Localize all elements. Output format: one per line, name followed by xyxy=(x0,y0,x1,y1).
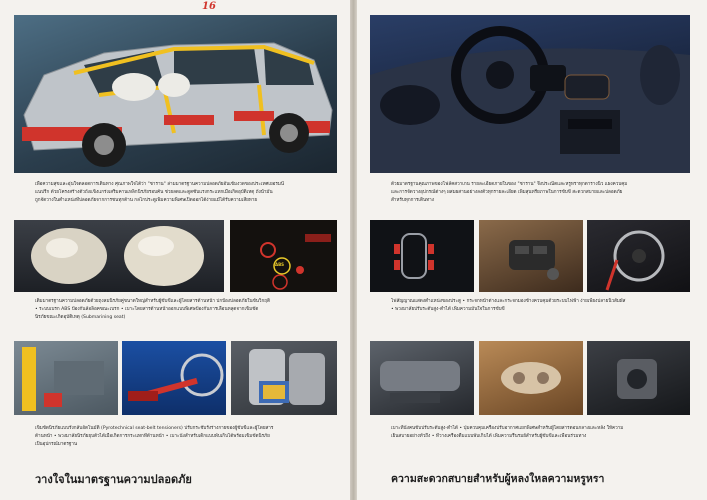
text-line: สำหรับทุกการเดินทาง xyxy=(391,198,434,203)
comfort-paragraph xyxy=(391,425,691,441)
text-line: นิรภัยขณะเกิดอุบัติเหตุ (Submarining seat) xyxy=(35,315,126,320)
text-line: และการจัดวางอุปกรณ์ต่างๆ ผสมผสานอย่างลงตัวทุกรายละเอียด เพิ่มสุนทรียภาพในการขับขี่ สะดวกสบายและปลอดภัย xyxy=(391,190,623,195)
text-line: • พวงมาลัยปรับระดับสูง-ต่ำได้ เพิ่มความมั่นใจในการขับขี่ xyxy=(391,307,505,312)
controls-paragraph xyxy=(391,298,691,314)
airbags-photo xyxy=(14,220,224,292)
text-line: แนปรีก ด้วยโครงสร้างตัวถังแข็งแกร่งเสริมคานเหล็กนิรภัยรอบคัน ช่วยลดและดูดซับแรงกระแทกเมื่อเกิดอุบัติเหตุ ถังน้ำมัน xyxy=(35,190,273,195)
door-indicator-photo xyxy=(370,220,474,292)
steering-wheel-collapse-photo xyxy=(122,341,226,415)
text-line: ด้านหน้า • พวงมาลัยนิรภัยยุบตัวได้เมื่อเกิดการกระแทกที่ด้านหน้า • เบาะนั่งสำหรับเด็กแบบพับเก็บได้พร้อมเข็มขัดนิรภัย xyxy=(35,434,270,439)
dashboard-interior-photo xyxy=(370,15,690,173)
text-line: เพื่อความสุขและอุ่นใจตลอดการเดินทาง ศุณภาพใจได้ว่า "ชาราน" ล่ามมาตรฐานความปลอดภัยอันเข้มงวดของประเทศเยอรมนี xyxy=(35,182,285,187)
text-line: ด้วยมาตรฐานคุณภาพของโฟล์คสวาเกน รายละเอียดภายในของ "ชาราน" จึงประณีตและหรูหราทุกตารางนิ้ว แผงควบคุม xyxy=(391,182,628,187)
text-line: • ระบบเบรก ABS ป้องกันล้อล็อคขณะเบรก • เบาะโดยสารด้านหน้าออกแบบพิเศษป้องกันการเลื่อนหลุดจากเข็มขัด xyxy=(35,307,259,312)
abs-warning-light-photo xyxy=(230,220,337,292)
text-line: ถูกจัดวางในตำแหน่งที่ปลอดภัยจากการชนทุกด้าน กลไกประตูเพิ่มความพิเศษเปิดออกได้ง่ายแม้ได้รับความเสียหาย xyxy=(35,198,258,203)
power-window-switch-photo xyxy=(479,220,583,292)
adjustable-steering-photo xyxy=(587,220,690,292)
left-page xyxy=(0,0,350,500)
cup-holder-photo xyxy=(587,341,690,415)
text-line: เบาะที่นั่งคนขับปรับระดับสูง-ต่ำได้ • ปุ่มควบคุมเครื่องปรับอากาศแยกพิเศษสำหรับผู้โดยสารตอนกลางและหลัง ให้ความ xyxy=(391,426,624,431)
safety-intro-paragraph xyxy=(35,181,335,205)
text-line: เข็มขัดนิรภัยแบบรั้งกลับอัตโนมัติ (Pyrotechnical seat-belt tensioners) ปรับกระชับรั้งร่างกายของผู้ขับขี่และผู้โดยสาร xyxy=(35,426,274,431)
text-line: ไฟสัญญาณแสดงตำแหน่งของประตู • กระจกหน้าต่างและกระจกมองข้างควบคุมด้วยระบบไฟฟ้า ง่ายเพียงปลายนิ้วสัมผัส xyxy=(391,299,626,304)
abs-label: ABS xyxy=(275,262,285,267)
safety-heading: วางใจในมาตรฐานความปลอดภัย xyxy=(35,473,192,486)
rear-climate-control-photo xyxy=(479,341,583,415)
text-line: เย็นสบายอย่างทั่วถึง • ที่วางเครื่องดื่มแบบพับเก็บได้ เพิ่มความรื่นรมย์สำหรับผู้ขับขี่และเพื่อนร่วมทาง xyxy=(391,434,587,439)
right-page xyxy=(357,0,707,500)
page-number: 16 xyxy=(202,1,216,12)
text-line: เป็นอุปกรณ์มาตรฐาน xyxy=(35,442,78,447)
airbag-abs-paragraph xyxy=(35,298,335,322)
binding-gutter xyxy=(350,0,357,500)
interior-intro-paragraph xyxy=(391,181,691,205)
car-safety-cutaway-photo xyxy=(14,15,337,173)
text-line: เดิมมาตรฐานความปลอดภัยด้วยถุงลมนิรภัยคู่ขนาดใหญ่สำหรับผู้ขับขี่และผู้โดยสารด้านหน้า ปกป้องปลอดภัยในขั้นวิกฤติ xyxy=(35,299,271,304)
seatbelt-tensioner-photo xyxy=(14,341,118,415)
driver-seat-photo xyxy=(370,341,474,415)
child-seat-interior-photo xyxy=(231,341,337,415)
comfort-heading: ความสะดวกสบายสำหรับผู้หลงใหลความหรูหรา xyxy=(391,473,605,485)
seatbelt-paragraph xyxy=(35,425,335,449)
